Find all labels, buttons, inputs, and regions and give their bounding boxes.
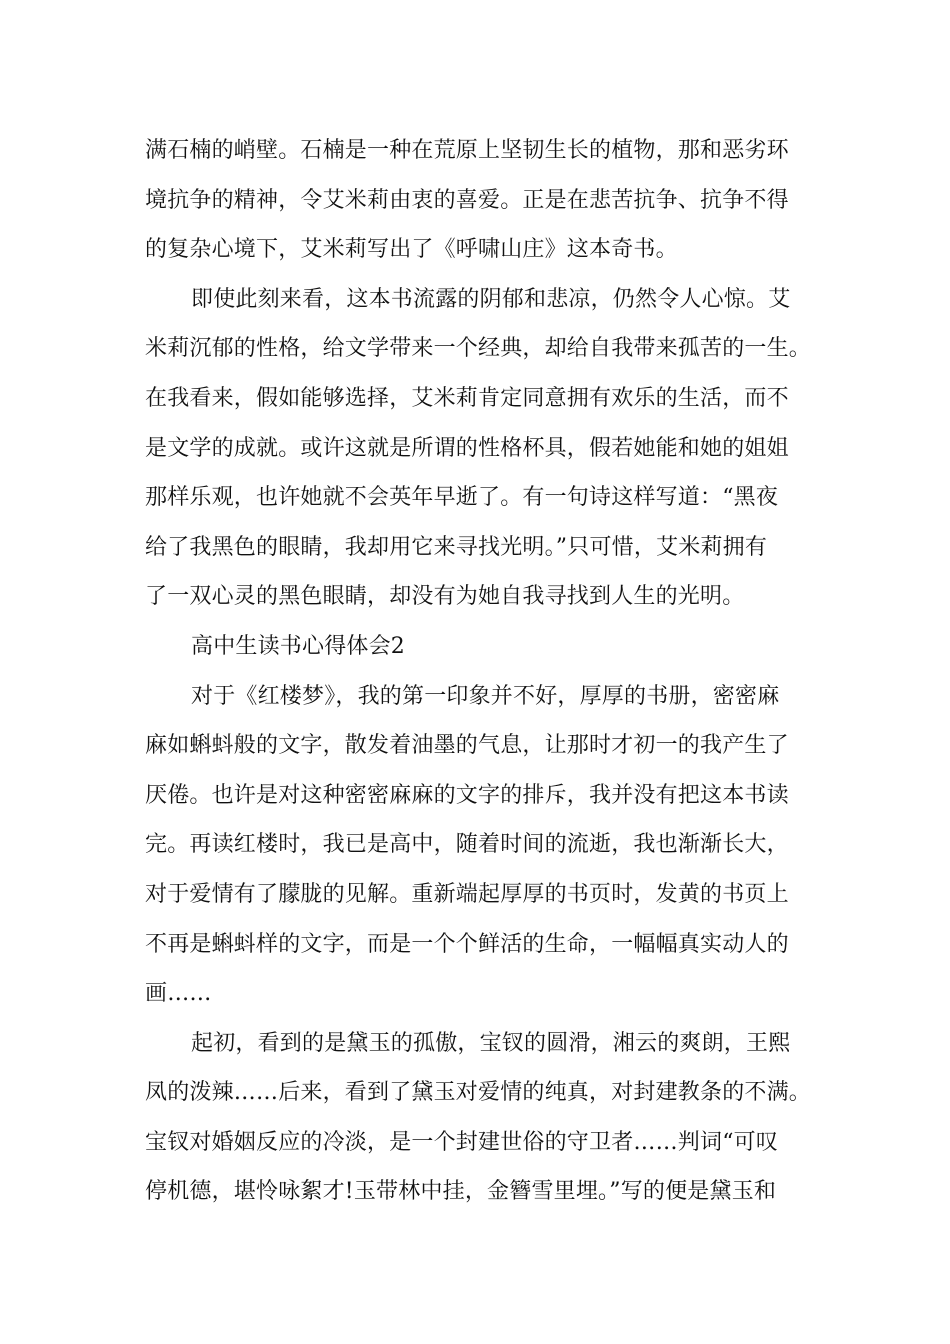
text-line: 了一双心灵的黑色眼睛，却没有为她自我寻找到人生的光明。	[145, 584, 745, 610]
text-line: 厌倦。也许是对这种密密麻麻的文字的排斥，我并没有把这本书读	[145, 782, 789, 808]
text-line: 停机德，堪怜咏絮才!玉带林中挂，金簪雪里埋。”写的便是黛玉和	[145, 1179, 777, 1205]
text-line: 不再是蝌蚪样的文字，而是一个个鲜活的生命，一幅幅真实动人的	[145, 931, 789, 957]
text-line: 在我看来，假如能够选择，艾米莉肯定同意拥有欢乐的生活，而不	[145, 385, 789, 411]
text-line: 是文学的成就。或许这就是所谓的性格杯具，假若她能和她的姐姐	[145, 435, 789, 461]
text-line: 宝钗对婚姻反应的冷淡，是一个封建世俗的守卫者……判词“可叹	[145, 1129, 779, 1155]
text-line: 的复杂心境下，艾米莉写出了《呼啸山庄》这本奇书。	[145, 237, 678, 263]
text-line: 境抗争的精神，令艾米莉由衷的喜爱。正是在悲苦抗争、抗争不得	[145, 187, 789, 213]
section-heading: 高中生读书心得体会2	[191, 633, 405, 659]
document-body	[145, 126, 825, 1217]
text-line: 满石楠的峭壁。石楠是一种在荒原上坚韧生长的植物，那和恶劣环	[145, 138, 789, 163]
text-line: 麻如蝌蚪般的文字，散发着油墨的气息，让那时才初一的我产生了	[145, 733, 789, 759]
text-line: 给了我黑色的眼睛，我却用它来寻找光明。”只可惜，艾米莉拥有	[145, 534, 768, 560]
text-line: 米莉沉郁的性格，给文学带来一个经典，却给自我带来孤苦的一生。	[145, 336, 812, 362]
paragraph-start-line: 即使此刻来看，这本书流露的阴郁和悲凉，仍然令人心惊。艾	[191, 286, 791, 312]
text-line: 画……	[145, 981, 212, 1007]
text-line: 对于爱情有了朦胧的见解。重新端起厚厚的书页时，发黄的书页上	[145, 881, 789, 907]
paragraph-start-line: 对于《红楼梦》，我的第一印象并不好，厚厚的书册，密密麻	[191, 683, 780, 709]
paragraph-start-line: 起初，看到的是黛玉的孤傲，宝钗的圆滑，湘云的爽朗，王熙	[191, 1030, 791, 1056]
text-line: 凤的泼辣……后来，看到了黛玉对爱情的纯真，对封建教条的不满。	[145, 1080, 812, 1106]
text-line: 那样乐观，也许她就不会英年早逝了。有一句诗这样写道：“黑夜	[145, 485, 779, 511]
text-line: 完。再读红楼时，我已是高中，随着时间的流逝，我也渐渐长大，	[145, 832, 789, 858]
